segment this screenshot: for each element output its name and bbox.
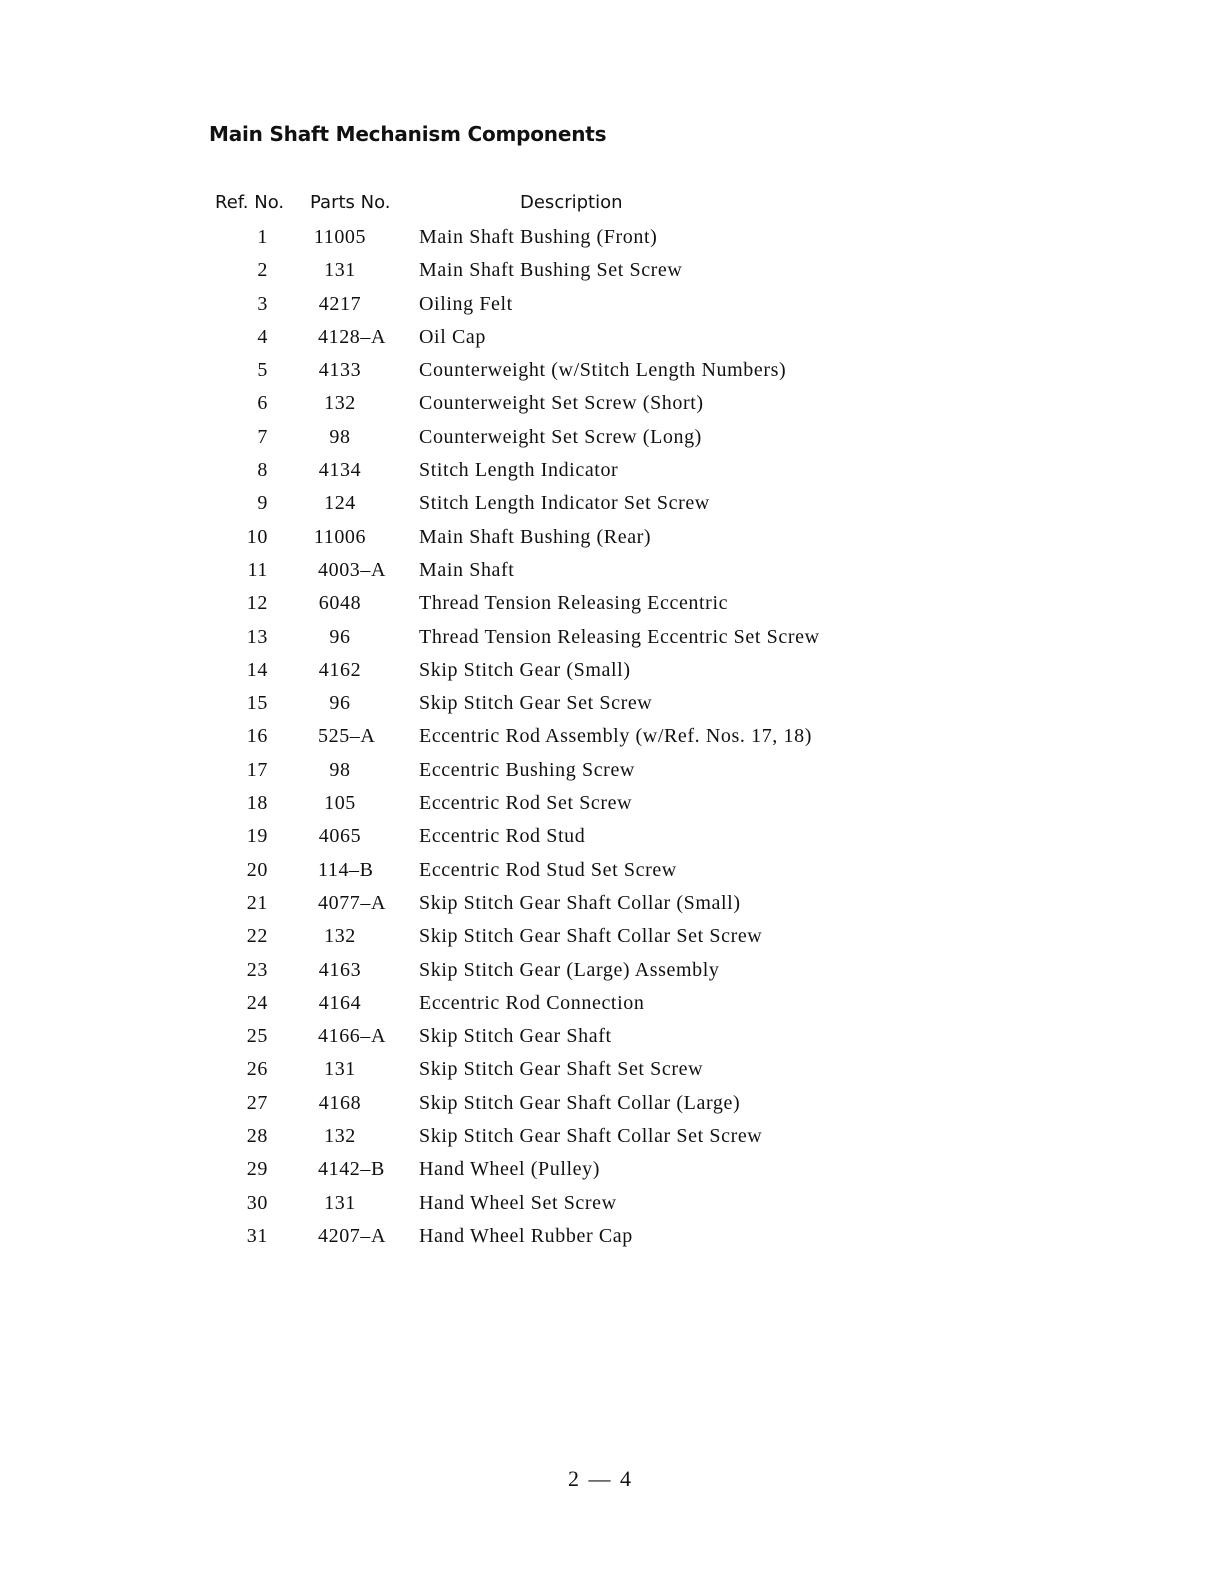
parts-no: 98 (329, 758, 351, 781)
parts-no: 4164 (318, 991, 362, 1014)
ref-no: 4 (257, 325, 268, 348)
parts-no: 132 (324, 925, 356, 948)
parts-table (0, 222, 1219, 1254)
description: Stitch Length Indicator (419, 459, 619, 482)
ref-no: 10 (246, 525, 268, 548)
parts-no: 11006 (313, 525, 367, 548)
parts-no: 4163 (318, 958, 362, 981)
page-title: Main Shaft Mechanism Components (209, 122, 607, 146)
description: Skip Stitch Gear Shaft (419, 1025, 612, 1048)
description: Eccentric Rod Connection (419, 991, 645, 1014)
description: Skip Stitch Gear (Large) Assembly (419, 958, 720, 981)
ref-no: 15 (246, 692, 268, 715)
table-row (0, 555, 1219, 588)
table-row (0, 322, 1219, 355)
ref-no: 27 (246, 1091, 268, 1114)
table-row (0, 289, 1219, 322)
description: Main Shaft Bushing Set Screw (419, 259, 683, 282)
ref-no: 18 (246, 792, 268, 815)
description: Eccentric Rod Set Screw (419, 792, 633, 815)
table-row (0, 522, 1219, 555)
parts-no: 132 (324, 1125, 356, 1148)
parts-no: 4133 (318, 359, 362, 382)
table-row (0, 1054, 1219, 1087)
ref-no: 11 (247, 558, 268, 581)
ref-no: 16 (246, 725, 268, 748)
parts-no: 4217 (318, 292, 362, 315)
table-row (0, 1154, 1219, 1187)
parts-no: 98 (329, 425, 351, 448)
description: Thread Tension Releasing Eccentric Set Screw (419, 625, 820, 648)
table-row (0, 788, 1219, 821)
parts-no: 11005 (313, 226, 367, 248)
ref-no: 13 (246, 625, 268, 648)
table-row (0, 855, 1219, 888)
description: Skip Stitch Gear Shaft Collar (Small) (419, 891, 741, 914)
description: Counterweight Set Screw (Long) (419, 425, 702, 448)
ref-no: 31 (246, 1224, 268, 1247)
parts-no: 4162 (318, 658, 362, 681)
description: Skip Stitch Gear Shaft Collar Set Screw (419, 1125, 763, 1148)
ref-no: 19 (246, 825, 268, 848)
table-row (0, 355, 1219, 388)
ref-no: 9 (257, 492, 268, 515)
ref-no: 25 (246, 1025, 268, 1048)
table-row (0, 222, 1219, 255)
ref-no: 17 (246, 758, 268, 781)
ref-no: 14 (246, 658, 268, 681)
parts-no: 6048 (318, 592, 362, 615)
parts-no: 96 (329, 692, 351, 715)
table-row (0, 622, 1219, 655)
ref-no: 20 (246, 858, 268, 881)
parts-no: 131 (324, 259, 356, 282)
ref-no: 7 (257, 425, 268, 448)
table-row (0, 655, 1219, 688)
ref-no: 3 (257, 292, 268, 315)
parts-no: 132 (324, 392, 356, 415)
table-row (0, 1088, 1219, 1121)
parts-no: 525–A (318, 725, 376, 748)
ref-no: 1 (257, 226, 268, 248)
description: Hand Wheel Rubber Cap (419, 1224, 633, 1247)
table-row (0, 955, 1219, 988)
description: Oiling Felt (419, 292, 513, 315)
parts-no: 105 (324, 792, 356, 815)
description: Counterweight (w/Stitch Length Numbers) (419, 359, 787, 382)
table-row (0, 755, 1219, 788)
table-row (0, 1121, 1219, 1154)
parts-no: 4134 (318, 459, 362, 482)
description: Main Shaft (419, 558, 515, 581)
ref-no: 12 (246, 592, 268, 615)
ref-no: 23 (246, 958, 268, 981)
parts-no: 4168 (318, 1091, 362, 1114)
description: Thread Tension Releasing Eccentric (419, 592, 729, 615)
description: Hand Wheel (Pulley) (419, 1158, 600, 1181)
description: Main Shaft Bushing (Rear) (419, 525, 652, 548)
ref-no: 21 (246, 891, 268, 914)
description: Skip Stitch Gear Shaft Collar Set Screw (419, 925, 763, 948)
description: Hand Wheel Set Screw (419, 1191, 617, 1214)
ref-no: 24 (246, 991, 268, 1014)
header-description: Description (520, 192, 623, 213)
parts-no: 124 (324, 492, 356, 515)
ref-no: 26 (246, 1058, 268, 1081)
parts-no: 4077–A (318, 891, 387, 914)
table-row (0, 921, 1219, 954)
table-row (0, 821, 1219, 854)
parts-no: 4003–A (318, 558, 387, 581)
table-row (0, 721, 1219, 754)
description: Skip Stitch Gear (Small) (419, 658, 631, 681)
parts-no: 4207–A (318, 1224, 387, 1247)
ref-no: 5 (257, 359, 268, 382)
description: Eccentric Bushing Screw (419, 758, 635, 781)
description: Main Shaft Bushing (Front) (419, 226, 658, 248)
table-row (0, 422, 1219, 455)
description: Eccentric Rod Stud (419, 825, 586, 848)
description: Counterweight Set Screw (Short) (419, 392, 704, 415)
table-row (0, 488, 1219, 521)
parts-no: 4065 (318, 825, 362, 848)
table-row (0, 388, 1219, 421)
page-number: 2 — 4 (568, 1466, 633, 1491)
description: Stitch Length Indicator Set Screw (419, 492, 710, 515)
header-parts-no: Parts No. (310, 192, 391, 213)
ref-no: 22 (246, 925, 268, 948)
ref-no: 2 (257, 259, 268, 282)
parts-no: 96 (329, 625, 351, 648)
ref-no: 30 (246, 1191, 268, 1214)
table-row (0, 988, 1219, 1021)
header-ref-no: Ref. No. (215, 192, 285, 213)
description: Oil Cap (419, 325, 486, 348)
ref-no: 6 (257, 392, 268, 415)
table-row (0, 1021, 1219, 1054)
parts-no: 131 (324, 1191, 356, 1214)
parts-no: 114–B (318, 858, 374, 881)
ref-no: 29 (246, 1158, 268, 1181)
parts-no: 4166–A (318, 1025, 387, 1048)
parts-no: 4142–B (318, 1158, 385, 1181)
description: Skip Stitch Gear Shaft Set Screw (419, 1058, 704, 1081)
table-row (0, 688, 1219, 721)
ref-no: 28 (246, 1125, 268, 1148)
parts-no: 4128–A (318, 325, 387, 348)
ref-no: 8 (257, 459, 268, 482)
table-row (0, 455, 1219, 488)
description: Eccentric Rod Stud Set Screw (419, 858, 677, 881)
description: Skip Stitch Gear Shaft Collar (Large) (419, 1091, 741, 1114)
description: Eccentric Rod Assembly (w/Ref. Nos. 17, 18) (419, 725, 812, 748)
table-row (0, 888, 1219, 921)
parts-no: 131 (324, 1058, 356, 1081)
description: Skip Stitch Gear Set Screw (419, 692, 653, 715)
table-row (0, 255, 1219, 288)
table-row (0, 1221, 1219, 1254)
table-row (0, 588, 1219, 621)
table-row (0, 1188, 1219, 1221)
